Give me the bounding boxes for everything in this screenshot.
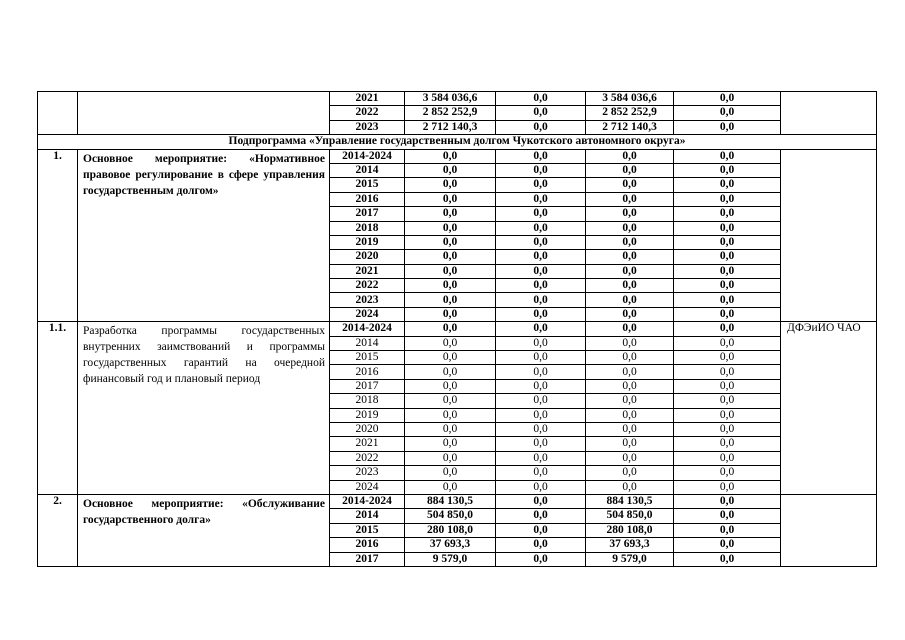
year-cell: 2014 [330,336,405,350]
federal-value-cell: 0,0 [496,120,586,134]
federal-value-cell: 0,0 [496,264,586,278]
other-value-cell: 0,0 [674,494,781,508]
other-value-cell: 0,0 [674,422,781,436]
total-value-cell: 0,0 [405,379,496,393]
activity-name-cell: Основное мероприятие: «Обслуживание государственного долга» [78,494,330,566]
regional-value-cell: 0,0 [586,466,674,480]
regional-value-cell: 0,0 [586,264,674,278]
year-cell: 2014-2024 [330,494,405,508]
subprogram-row [38,135,877,149]
other-value-cell: 0,0 [674,351,781,365]
row-number-cell [38,92,78,135]
regional-value-cell: 0,0 [586,149,674,163]
total-value-cell: 0,0 [405,279,496,293]
federal-value-cell: 0,0 [496,494,586,508]
other-value-cell: 0,0 [674,523,781,537]
other-value-cell: 0,0 [674,480,781,494]
regional-value-cell: 37 693,3 [586,538,674,552]
regional-value-cell: 0,0 [586,422,674,436]
year-cell: 2017 [330,552,405,566]
executor-cell [781,494,877,566]
total-value-cell: 2 852 252,9 [405,106,496,120]
regional-value-cell: 2 712 140,3 [586,120,674,134]
regional-value-cell: 504 850,0 [586,509,674,523]
total-value-cell: 0,0 [405,264,496,278]
federal-value-cell: 0,0 [496,307,586,321]
row-number-cell: 2. [38,494,78,566]
regional-value-cell: 0,0 [586,379,674,393]
regional-value-cell: 0,0 [586,163,674,177]
federal-value-cell: 0,0 [496,408,586,422]
federal-value-cell: 0,0 [496,336,586,350]
federal-value-cell: 0,0 [496,509,586,523]
total-value-cell: 0,0 [405,451,496,465]
regional-value-cell: 0,0 [586,336,674,350]
total-value-cell: 0,0 [405,408,496,422]
total-value-cell: 0,0 [405,250,496,264]
federal-value-cell: 0,0 [496,552,586,566]
year-cell: 2019 [330,235,405,249]
federal-value-cell: 0,0 [496,235,586,249]
regional-value-cell: 0,0 [586,480,674,494]
year-cell: 2014 [330,509,405,523]
regional-value-cell: 0,0 [586,365,674,379]
total-value-cell: 0,0 [405,322,496,336]
other-value-cell: 0,0 [674,207,781,221]
federal-value-cell: 0,0 [496,250,586,264]
year-cell: 2023 [330,466,405,480]
regional-value-cell: 280 108,0 [586,523,674,537]
other-value-cell: 0,0 [674,336,781,350]
total-value-cell: 0,0 [405,466,496,480]
executor-cell: ДФЭиИО ЧАО [781,322,877,495]
year-cell: 2017 [330,207,405,221]
other-value-cell: 0,0 [674,178,781,192]
year-cell: 2018 [330,394,405,408]
federal-value-cell: 0,0 [496,149,586,163]
total-value-cell: 0,0 [405,221,496,235]
year-cell: 2015 [330,351,405,365]
row-number-cell: 1. [38,149,78,322]
total-value-cell: 0,0 [405,307,496,321]
activity-name-cell: Основное мероприятие: «Нормативное правовое регулирование в сфере управления государственным долгом» [78,149,330,322]
other-value-cell: 0,0 [674,437,781,451]
total-value-cell: 0,0 [405,293,496,307]
federal-value-cell: 0,0 [496,538,586,552]
other-value-cell: 0,0 [674,264,781,278]
regional-value-cell: 0,0 [586,451,674,465]
regional-value-cell: 0,0 [586,178,674,192]
total-value-cell: 9 579,0 [405,552,496,566]
table-row [38,92,877,106]
other-value-cell: 0,0 [674,235,781,249]
regional-value-cell: 0,0 [586,250,674,264]
federal-value-cell: 0,0 [496,163,586,177]
year-cell: 2024 [330,480,405,494]
regional-value-cell: 9 579,0 [586,552,674,566]
regional-value-cell: 0,0 [586,221,674,235]
year-cell: 2022 [330,451,405,465]
year-cell: 2024 [330,307,405,321]
total-value-cell: 0,0 [405,192,496,206]
regional-value-cell: 0,0 [586,437,674,451]
regional-value-cell: 0,0 [586,394,674,408]
other-value-cell: 0,0 [674,379,781,393]
year-cell: 2023 [330,120,405,134]
total-value-cell: 884 130,5 [405,494,496,508]
federal-value-cell: 0,0 [496,192,586,206]
federal-value-cell: 0,0 [496,422,586,436]
other-value-cell: 0,0 [674,509,781,523]
year-cell: 2016 [330,538,405,552]
year-cell: 2022 [330,106,405,120]
other-value-cell: 0,0 [674,408,781,422]
regional-value-cell: 3 584 036,6 [586,92,674,106]
year-cell: 2019 [330,408,405,422]
year-cell: 2021 [330,437,405,451]
regional-value-cell: 0,0 [586,192,674,206]
year-cell: 2018 [330,221,405,235]
total-value-cell: 0,0 [405,163,496,177]
federal-value-cell: 0,0 [496,351,586,365]
federal-value-cell: 0,0 [496,523,586,537]
year-cell: 2020 [330,250,405,264]
other-value-cell: 0,0 [674,192,781,206]
federal-value-cell: 0,0 [496,178,586,192]
other-value-cell: 0,0 [674,163,781,177]
federal-value-cell: 0,0 [496,92,586,106]
regional-value-cell: 0,0 [586,293,674,307]
federal-value-cell: 0,0 [496,322,586,336]
other-value-cell: 0,0 [674,365,781,379]
federal-value-cell: 0,0 [496,379,586,393]
other-value-cell: 0,0 [674,307,781,321]
other-value-cell: 0,0 [674,221,781,235]
year-cell: 2020 [330,422,405,436]
regional-value-cell: 0,0 [586,322,674,336]
budget-table [37,91,877,567]
year-cell: 2015 [330,178,405,192]
other-value-cell: 0,0 [674,279,781,293]
regional-value-cell: 0,0 [586,351,674,365]
table-row [38,494,877,508]
federal-value-cell: 0,0 [496,221,586,235]
total-value-cell: 0,0 [405,365,496,379]
total-value-cell: 280 108,0 [405,523,496,537]
year-cell: 2021 [330,264,405,278]
total-value-cell: 0,0 [405,480,496,494]
subprogram-title: Подпрограмма «Управление государственным долгом Чукотского автономного округа» [38,135,877,149]
regional-value-cell: 0,0 [586,235,674,249]
federal-value-cell: 0,0 [496,279,586,293]
total-value-cell: 0,0 [405,178,496,192]
activity-name-cell [78,92,330,135]
other-value-cell: 0,0 [674,106,781,120]
federal-value-cell: 0,0 [496,437,586,451]
row-number-cell: 1.1. [38,322,78,495]
year-cell: 2021 [330,92,405,106]
year-cell: 2023 [330,293,405,307]
federal-value-cell: 0,0 [496,480,586,494]
total-value-cell: 0,0 [405,336,496,350]
other-value-cell: 0,0 [674,149,781,163]
other-value-cell: 0,0 [674,120,781,134]
other-value-cell: 0,0 [674,394,781,408]
regional-value-cell: 0,0 [586,279,674,293]
total-value-cell: 37 693,3 [405,538,496,552]
other-value-cell: 0,0 [674,250,781,264]
table-row [38,322,877,336]
total-value-cell: 0,0 [405,235,496,249]
federal-value-cell: 0,0 [496,394,586,408]
total-value-cell: 0,0 [405,422,496,436]
other-value-cell: 0,0 [674,538,781,552]
regional-value-cell: 0,0 [586,307,674,321]
table-row [38,149,877,163]
year-cell: 2017 [330,379,405,393]
other-value-cell: 0,0 [674,451,781,465]
year-cell: 2015 [330,523,405,537]
total-value-cell: 0,0 [405,207,496,221]
total-value-cell: 0,0 [405,394,496,408]
total-value-cell: 0,0 [405,351,496,365]
total-value-cell: 0,0 [405,149,496,163]
other-value-cell: 0,0 [674,92,781,106]
federal-value-cell: 0,0 [496,293,586,307]
federal-value-cell: 0,0 [496,451,586,465]
year-cell: 2014-2024 [330,322,405,336]
federal-value-cell: 0,0 [496,365,586,379]
other-value-cell: 0,0 [674,466,781,480]
year-cell: 2022 [330,279,405,293]
federal-value-cell: 0,0 [496,466,586,480]
activity-name-cell: Разработка программы государственных внутренних заимствований и программы государственных гарантий на очередной финансовый год и плановый период [78,322,330,495]
other-value-cell: 0,0 [674,322,781,336]
year-cell: 2016 [330,365,405,379]
executor-cell [781,149,877,322]
year-cell: 2016 [330,192,405,206]
regional-value-cell: 884 130,5 [586,494,674,508]
total-value-cell: 3 584 036,6 [405,92,496,106]
regional-value-cell: 0,0 [586,408,674,422]
other-value-cell: 0,0 [674,552,781,566]
executor-cell [781,92,877,135]
regional-value-cell: 2 852 252,9 [586,106,674,120]
federal-value-cell: 0,0 [496,207,586,221]
other-value-cell: 0,0 [674,293,781,307]
year-cell: 2014-2024 [330,149,405,163]
total-value-cell: 0,0 [405,437,496,451]
regional-value-cell: 0,0 [586,207,674,221]
year-cell: 2014 [330,163,405,177]
total-value-cell: 2 712 140,3 [405,120,496,134]
total-value-cell: 504 850,0 [405,509,496,523]
federal-value-cell: 0,0 [496,106,586,120]
